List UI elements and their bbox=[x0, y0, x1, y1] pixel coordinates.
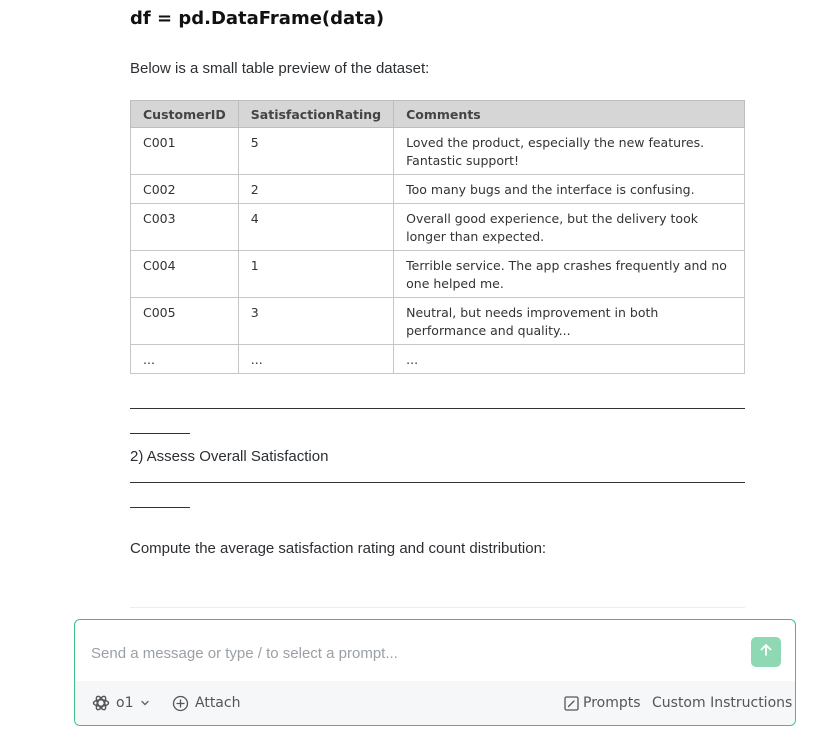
cell-rating: 2 bbox=[238, 175, 393, 204]
cell-comment: Terrible service. The app crashes frequently and no one helped me. bbox=[394, 251, 745, 298]
custom-instructions-label: Custom Instructions bbox=[652, 695, 793, 711]
cell-customer-id: C001 bbox=[131, 128, 239, 175]
cell-rating: 1 bbox=[238, 251, 393, 298]
horizontal-rule-short bbox=[130, 507, 190, 508]
cell-customer-id: C005 bbox=[131, 298, 239, 345]
header-satisfaction-rating: SatisfactionRating bbox=[238, 101, 393, 128]
table-row bbox=[131, 251, 745, 298]
horizontal-rule bbox=[130, 482, 745, 483]
cell-rating: 4 bbox=[238, 204, 393, 251]
send-button[interactable] bbox=[751, 637, 781, 667]
table-row bbox=[131, 345, 745, 374]
intro-text: Below is a small table preview of the dataset: bbox=[130, 60, 430, 77]
cell-comment: Too many bugs and the interface is confusing. bbox=[394, 175, 745, 204]
header-customer-id: CustomerID bbox=[131, 101, 239, 128]
composer-toolbar bbox=[75, 681, 795, 725]
model-label: o1 bbox=[116, 695, 134, 711]
cell-comment: ... bbox=[394, 345, 745, 374]
message-composer bbox=[74, 619, 796, 726]
table-row bbox=[131, 298, 745, 345]
cell-customer-id: C004 bbox=[131, 251, 239, 298]
prompt-edit-icon bbox=[564, 696, 579, 711]
cell-comment: Overall good experience, but the delivery took longer than expected. bbox=[394, 204, 745, 251]
dataset-preview-table bbox=[130, 100, 745, 374]
cell-rating: ... bbox=[238, 345, 393, 374]
custom-instructions-button[interactable] bbox=[652, 681, 792, 725]
arrow-up-icon bbox=[758, 642, 774, 663]
message-input[interactable] bbox=[91, 640, 731, 666]
cell-rating: 3 bbox=[238, 298, 393, 345]
table-header-row bbox=[131, 101, 745, 128]
cell-rating: 5 bbox=[238, 128, 393, 175]
cell-customer-id: ... bbox=[131, 345, 239, 374]
code-line: df = pd.DataFrame(data) bbox=[130, 8, 385, 29]
header-comments: Comments bbox=[394, 101, 745, 128]
cell-customer-id: C003 bbox=[131, 204, 239, 251]
prompts-button[interactable] bbox=[564, 681, 641, 725]
cell-comment: Neutral, but needs improvement in both performance and quality... bbox=[394, 298, 745, 345]
attach-label: Attach bbox=[195, 695, 241, 711]
prompts-label: Prompts bbox=[583, 695, 641, 711]
table-row bbox=[131, 128, 745, 175]
compute-text: Compute the average satisfaction rating and count distribution: bbox=[130, 540, 547, 557]
horizontal-rule bbox=[130, 408, 745, 409]
table-row bbox=[131, 204, 745, 251]
cell-comment: Loved the product, especially the new features. Fantastic support! bbox=[394, 128, 745, 175]
section-heading: 2) Assess Overall Satisfaction bbox=[130, 448, 329, 465]
horizontal-rule-short bbox=[130, 433, 190, 434]
content-fade-divider bbox=[130, 607, 745, 608]
model-selector[interactable] bbox=[91, 681, 150, 725]
cell-customer-id: C002 bbox=[131, 175, 239, 204]
plus-circle-icon bbox=[172, 695, 189, 712]
chevron-down-icon bbox=[140, 698, 150, 708]
model-logo-icon bbox=[91, 693, 111, 713]
table-row bbox=[131, 175, 745, 204]
attach-button[interactable] bbox=[172, 681, 240, 725]
